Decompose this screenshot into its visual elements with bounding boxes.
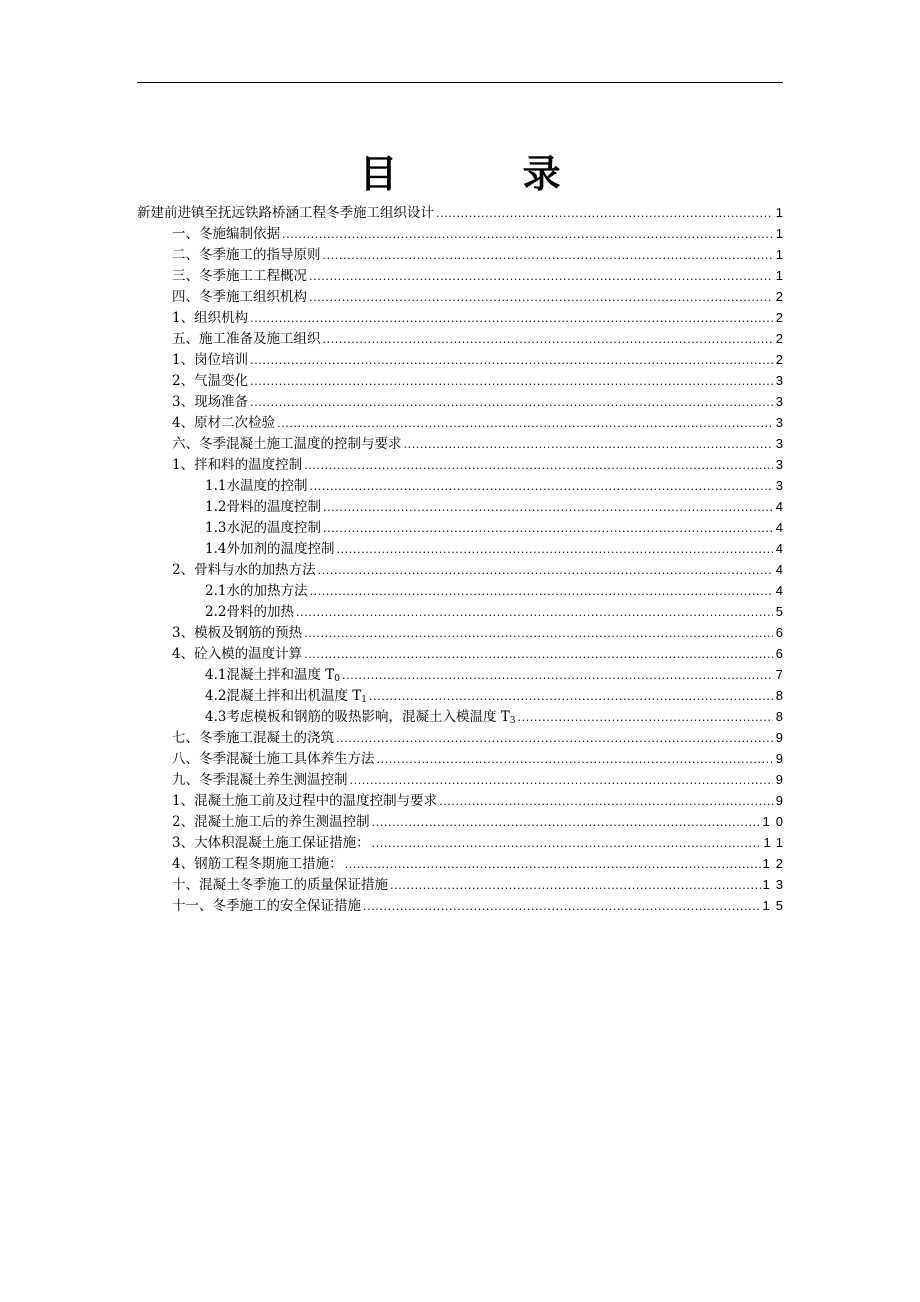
toc-entry-number: 1.2 — [205, 499, 227, 515]
toc-entry-number: 1、 — [172, 457, 195, 473]
toc-entry-label: 新建前进镇至抚远铁路桥涵工程冬季施工组织设计 — [137, 205, 434, 221]
toc-entry-page: 12 — [762, 856, 789, 871]
toc-entry-label: 混凝土拌和出机温度 $T_1$ — [226, 688, 368, 705]
toc-entry-number: 2、 — [172, 562, 195, 578]
toc-entry[interactable] — [137, 811, 789, 832]
toc-entry-label: 组织机构 — [194, 310, 249, 326]
toc-entry[interactable] — [137, 265, 783, 286]
toc-entry-label: 1、混凝土施工前及过程中的温度控制与要求 — [172, 793, 438, 809]
toc-entry-number: 三、 — [172, 268, 199, 284]
toc-entry-number: 1.4 — [205, 541, 227, 557]
toc-entry[interactable] — [137, 412, 783, 433]
toc-entry-number: 2、 — [172, 373, 195, 389]
toc-entry-page: 2 — [775, 310, 783, 325]
toc-leader-dots — [304, 644, 773, 665]
toc-entry-page: 4 — [775, 520, 783, 535]
toc-entry-label: 气温变化 — [194, 373, 249, 389]
toc-entry[interactable] — [137, 475, 783, 496]
toc-leader-dots — [309, 581, 773, 602]
toc-entry-page: 4 — [775, 541, 783, 556]
toc-entry-label: 施工准备及施工组织 — [199, 331, 321, 347]
toc-entry[interactable] — [137, 601, 783, 622]
toc-entry-page: 6 — [775, 646, 783, 661]
toc-entry-label: 冬季施工的安全保证措施 — [212, 898, 361, 914]
toc-entry-page: 9 — [775, 793, 783, 808]
toc-leader-dots — [336, 539, 773, 560]
toc-entry-number: 4.1 — [205, 667, 227, 683]
header-rule — [137, 82, 783, 83]
toc-entry-number: 4、 — [172, 415, 195, 431]
toc-entry[interactable] — [137, 685, 783, 706]
toc-entry-label: 冬季混凝土养生测温控制 — [199, 772, 348, 788]
toc-entry-number: 四、 — [172, 289, 199, 305]
toc-entry-number: 十、 — [172, 877, 199, 893]
table-of-contents — [137, 202, 789, 916]
toc-leader-dots — [342, 665, 773, 686]
toc-entry-page: 3 — [775, 478, 783, 493]
toc-leader-dots — [369, 686, 773, 707]
toc-entry-page: 15 — [762, 898, 789, 913]
toc-entry-page: 4 — [775, 583, 783, 598]
toc-leader-dots — [336, 728, 773, 749]
toc-entry[interactable] — [137, 307, 783, 328]
toc-entry[interactable] — [137, 895, 789, 916]
toc-entry-page: 9 — [775, 772, 783, 787]
toc-entry-page: 9 — [775, 751, 783, 766]
toc-entry-subscript: 0 — [334, 674, 341, 684]
toc-entry-number: 3、 — [172, 394, 195, 410]
toc-entry-page: 3 — [775, 436, 783, 451]
toc-entry[interactable] — [137, 769, 783, 790]
toc-entry-label: 混凝土拌和温度 $T_0$ — [226, 667, 341, 684]
toc-entry[interactable] — [137, 433, 783, 454]
toc-leader-dots — [345, 854, 761, 875]
toc-entry[interactable] — [137, 874, 789, 895]
toc-entry-number: 六、 — [172, 436, 199, 452]
toc-entry-subscript: 3 — [509, 716, 516, 726]
toc-entry-page: 1 — [775, 247, 783, 262]
toc-entry-page: 4 — [775, 562, 783, 577]
toc-entry-label: 砼入模的温度计算 — [194, 646, 303, 662]
toc-leader-dots — [309, 266, 773, 287]
toc-entry[interactable] — [137, 643, 783, 664]
toc-entry[interactable] — [137, 202, 783, 223]
toc-leader-dots — [304, 455, 773, 476]
toc-leader-dots — [323, 245, 774, 266]
toc-leader-dots — [350, 770, 774, 791]
toc-entry-label: 冬施编制依据 — [199, 226, 280, 242]
toc-entry-number: 3、 — [172, 625, 195, 641]
toc-entry-number: 七、 — [172, 730, 199, 746]
toc-entry-label: 骨料的加热 — [226, 604, 294, 620]
toc-entry-label: 拌和料的温度控制 — [194, 457, 303, 473]
toc-leader-dots — [318, 560, 773, 581]
toc-entry-label: 现场准备 — [194, 394, 249, 410]
toc-leader-dots — [250, 308, 773, 329]
toc-leader-dots — [377, 749, 774, 770]
toc-leader-dots — [250, 392, 773, 413]
toc-entry-number: 2.2 — [205, 604, 227, 620]
toc-entry-page: 5 — [775, 604, 783, 619]
toc-entry[interactable] — [137, 328, 783, 349]
toc-entry-label: 4、钢筋工程冬期施工措施： — [172, 856, 343, 872]
toc-entry-page: 3 — [775, 415, 783, 430]
toc-entry-label: 外加剂的温度控制 — [226, 541, 335, 557]
toc-entry-label: 骨料的温度控制 — [226, 499, 321, 515]
toc-entry[interactable] — [137, 664, 783, 685]
toc-entry[interactable] — [137, 223, 783, 244]
toc-entry[interactable] — [137, 832, 789, 853]
toc-entry-label: 冬季施工组织机构 — [199, 289, 307, 305]
toc-entry-page: 3 — [775, 394, 783, 409]
toc-leader-dots — [363, 896, 761, 917]
toc-entry[interactable] — [137, 496, 783, 517]
toc-entry-page: 8 — [775, 709, 783, 724]
toc-entry[interactable] — [137, 517, 783, 538]
toc-entry-page: 9 — [775, 730, 783, 745]
toc-entry[interactable] — [137, 286, 783, 307]
toc-entry-number: 二、 — [172, 247, 199, 263]
toc-entry[interactable] — [137, 580, 783, 601]
toc-leader-dots — [282, 224, 773, 245]
toc-leader-dots — [390, 875, 761, 896]
toc-entry[interactable] — [137, 538, 783, 559]
toc-leader-dots — [250, 350, 773, 371]
toc-entry-label: 冬季施工工程概况 — [199, 268, 307, 284]
toc-entry-page: 3 — [775, 373, 783, 388]
toc-entry-subscript: 1 — [361, 695, 368, 705]
toc-entry-label: 岗位培训 — [194, 352, 249, 368]
toc-entry-number: 4、 — [172, 646, 195, 662]
toc-entry-label: 水温度的控制 — [226, 478, 308, 494]
page-title: 目 录 — [359, 151, 617, 196]
toc-entry-label: 模板及钢筋的预热 — [194, 625, 303, 641]
toc-entry[interactable] — [137, 559, 783, 580]
toc-leader-dots — [277, 413, 773, 434]
toc-entry-page: 2 — [775, 331, 783, 346]
toc-entry[interactable] — [137, 622, 783, 643]
toc-leader-dots — [372, 833, 762, 854]
toc-entry-page: 3 — [775, 457, 783, 472]
toc-entry-page: 8 — [775, 688, 783, 703]
toc-entry-label: 考虑模板和钢筋的吸热影响，混凝土入模温度 $T_3$ — [226, 709, 516, 726]
toc-leader-dots — [518, 707, 773, 728]
toc-entry-page: 11 — [763, 835, 789, 850]
toc-leader-dots — [309, 287, 773, 308]
toc-entry[interactable] — [137, 454, 783, 475]
toc-entry[interactable] — [137, 391, 783, 412]
toc-entry-label: 混凝土冬季施工的质量保证措施 — [199, 877, 388, 893]
toc-leader-dots — [296, 602, 773, 623]
toc-entry-number: 九、 — [172, 772, 199, 788]
toc-entry-page: 1 — [775, 268, 783, 283]
toc-entry[interactable] — [137, 853, 789, 874]
toc-entry-label: 骨料与水的加热方法 — [194, 562, 316, 578]
toc-leader-dots — [372, 812, 761, 833]
toc-leader-dots — [436, 203, 773, 224]
toc-entry-number: 八、 — [172, 751, 199, 767]
toc-leader-dots — [323, 497, 773, 518]
toc-entry-page: 13 — [762, 877, 789, 892]
toc-entry-label: 冬季混凝土施工具体养生方法 — [199, 751, 375, 767]
toc-entry-page: 6 — [775, 625, 783, 640]
toc-entry-number: 4.2 — [205, 688, 227, 704]
toc-entry-label: 水泥的温度控制 — [226, 520, 321, 536]
toc-leader-dots — [304, 623, 773, 644]
toc-entry-number: 一、 — [172, 226, 199, 242]
toc-entry-number: 1、 — [172, 352, 195, 368]
toc-entry[interactable] — [137, 748, 783, 769]
toc-leader-dots — [250, 371, 773, 392]
toc-entry-label: 冬季施工的指导原则 — [199, 247, 321, 263]
toc-entry-page: 2 — [775, 352, 783, 367]
toc-entry-label: 原材二次检验 — [194, 415, 276, 431]
toc-entry-page: 4 — [775, 499, 783, 514]
toc-entry-number: 1、 — [172, 310, 195, 326]
toc-entry[interactable] — [137, 349, 783, 370]
toc-entry-page: 7 — [775, 667, 783, 682]
toc-entry-label: 3、大体积混凝土施工保证措施： — [172, 835, 370, 851]
toc-entry-number: 五、 — [172, 331, 199, 347]
toc-leader-dots — [323, 329, 774, 350]
toc-entry[interactable] — [137, 370, 783, 391]
toc-entry-label: 水的加热方法 — [226, 583, 308, 599]
toc-leader-dots — [309, 476, 773, 497]
toc-entry-number: 4.3 — [205, 709, 227, 725]
toc-entry-label: 冬季施工混凝土的浇筑 — [199, 730, 334, 746]
toc-entry[interactable] — [137, 727, 783, 748]
toc-entry[interactable] — [137, 244, 783, 265]
toc-entry-label: 2、混凝土施工后的养生测温控制 — [172, 814, 370, 830]
toc-entry-number: 1.1 — [205, 478, 227, 494]
toc-leader-dots — [439, 791, 773, 812]
toc-entry-number: 十一、 — [172, 898, 213, 914]
toc-entry-page: 10 — [762, 814, 789, 829]
toc-entry[interactable] — [137, 706, 783, 727]
toc-entry-page: 2 — [775, 289, 783, 304]
toc-entry-page: 1 — [775, 226, 783, 241]
toc-entry[interactable] — [137, 790, 783, 811]
toc-entry-number: 2.1 — [205, 583, 227, 599]
toc-entry-page: 1 — [775, 205, 783, 220]
toc-leader-dots — [404, 434, 774, 455]
toc-entry-number: 1.3 — [205, 520, 227, 536]
toc-entry-label: 冬季混凝土施工温度的控制与要求 — [199, 436, 402, 452]
toc-leader-dots — [323, 518, 773, 539]
